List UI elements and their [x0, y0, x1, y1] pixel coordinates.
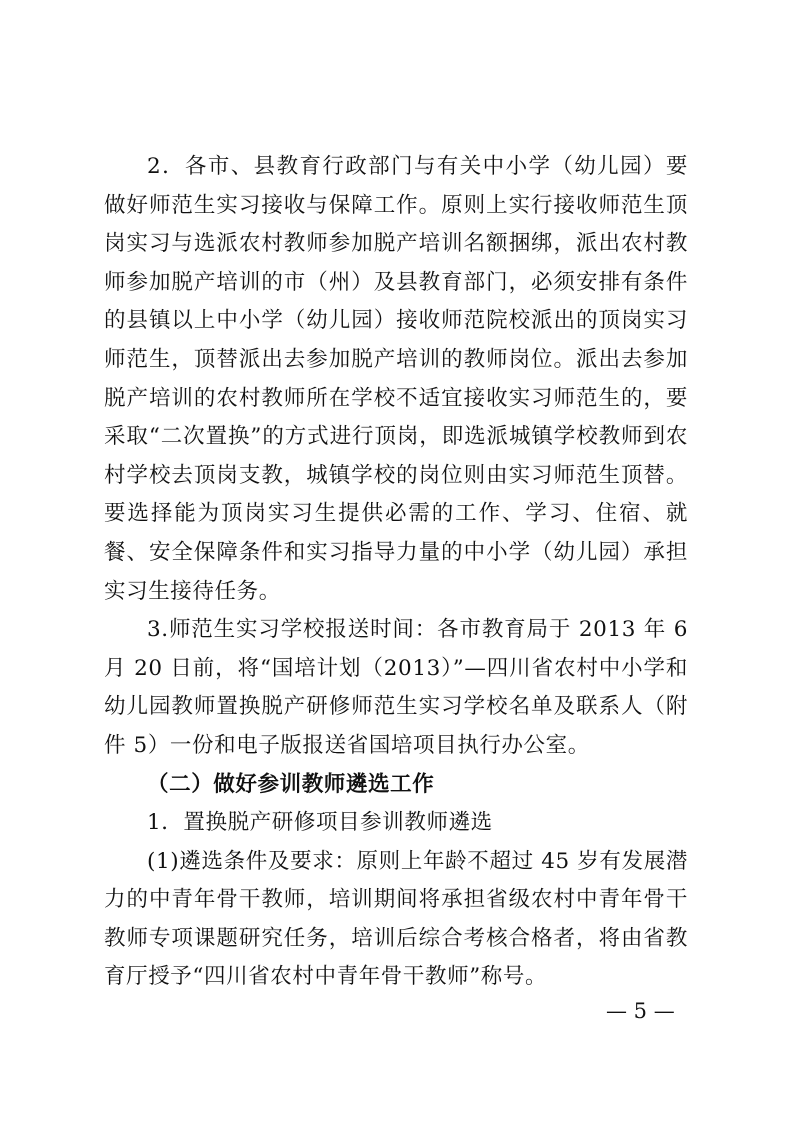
paragraph-submission-deadline: 3.师范生实习学校报送时间：各市教育局于 2013 年 6 月 20 日前，将“国培计划（2013）”—四川省农村中小学和幼儿园教师置换脱产研修师范生实习学校名单及联系人（附件 5）一份和电子版报送省国培项目执行办公室。 [104, 617, 688, 758]
section-heading-teacher-selection: （二）做好参训教师遴选工作 [147, 771, 435, 797]
page-number: — 5 — [606, 999, 675, 1023]
paragraph-selection-requirements: (1)遴选条件及要求：原则上年龄不超过 45 岁有发展潜力的中青年骨干教师，培训期间将承担省级农村中青年骨干教师专项课题研究任务，培训后综合考核合格者，将由省教育厅授予“四川省农村中青年骨干教师”称号。 [104, 848, 688, 990]
body-text [104, 148, 688, 997]
paragraph-internship-reception: 2．各市、县教育行政部门与有关中小学（幼儿园）要做好师范生实习接收与保障工作。原则上实行接收师范生顶岗实习与选派农村教师参加脱产培训名额捆绑，派出农村教师参加脱产培训的市（州）及县教育部门，必须安排有条件的县镇以上中小学（幼儿园）接收师范院校派出的顶岗实习师范生，顶替派出去参加脱产培训的教师岗位。派出去参加脱产培训的农村教师所在学校不适宜接收实习师范生的，要采取“二次置换”的方式进行顶岗，即选派城镇学校教师到农村学校去顶岗支教，城镇学校的岗位则由实习师范生顶替。要选择能为顶岗实习生提供必需的工作、学习、住宿、就餐、安全保障条件和实习指导力量的中小学（幼儿园）承担实习生接待任务。 [104, 154, 688, 604]
subheading-project-teacher-selection: 1．置换脱产研修项目参训教师遴选 [147, 810, 493, 836]
